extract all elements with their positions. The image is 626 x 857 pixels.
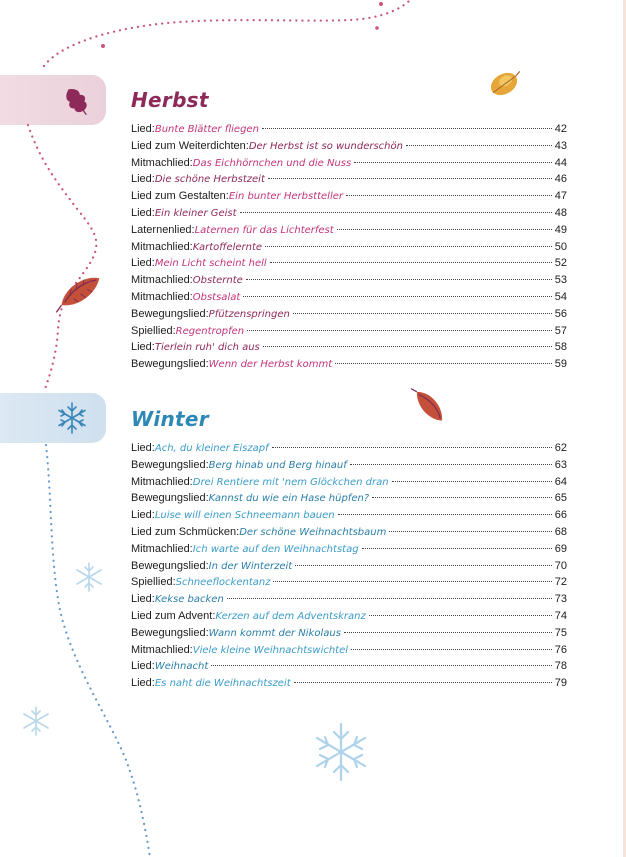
toc-entry-label: Spiellied: — [131, 324, 176, 337]
toc-entry[interactable] — [131, 591, 567, 608]
toc-entry-title: Luise will einen Schneemann bauen — [154, 510, 335, 522]
toc-entry[interactable] — [131, 171, 567, 188]
toc-entry[interactable] — [131, 289, 567, 306]
toc-entry[interactable] — [131, 457, 567, 474]
toc-leader-dots — [243, 296, 551, 297]
winter-section-tab — [0, 393, 106, 443]
toc-entry[interactable] — [131, 574, 567, 591]
toc-entry-title: Regentropfen — [175, 325, 245, 337]
toc-leader-dots — [273, 581, 551, 582]
toc-entry-title: Der schöne Weihnachtsbaum — [239, 526, 387, 538]
toc-entry-page: 57 — [554, 324, 567, 337]
toc-entry-title: Schneeflockentanz — [175, 577, 271, 589]
toc-leader-dots — [392, 481, 552, 482]
toc-entry[interactable] — [131, 155, 567, 172]
toc-entry-label: Mitmachlied: — [131, 643, 193, 656]
toc-entry-label: Lied: — [131, 341, 155, 354]
toc-entry-title: Tierlein ruh' dich aus — [154, 342, 260, 354]
toc-entry-page: 76 — [554, 643, 567, 656]
toc-entry-title: Berg hinab und Berg hinauf — [208, 459, 347, 471]
toc-entry-page: 75 — [554, 626, 567, 639]
toc-entry-title: Wenn der Herbst kommt — [208, 359, 333, 371]
toc-entry[interactable] — [131, 205, 567, 222]
toc-entry-page: 73 — [554, 593, 567, 606]
toc-entry[interactable] — [131, 524, 567, 541]
toc-leader-dots — [270, 262, 552, 263]
toc-entry-page: 47 — [554, 190, 567, 203]
toc-entry-label: Lied: — [131, 173, 155, 186]
toc-entry-title: Die schöne Herbstzeit — [154, 174, 265, 186]
toc-entry-label: Bewegungslied: — [131, 492, 209, 505]
toc-leader-dots — [369, 615, 552, 616]
toc-leader-dots — [351, 649, 552, 650]
toc-entry-page: 79 — [554, 677, 567, 690]
toc-entry-page: 74 — [554, 609, 567, 622]
herbst-section-tab — [0, 75, 106, 125]
dot-accent — [375, 26, 379, 30]
toc-entry-page: 62 — [554, 442, 567, 454]
toc-entry-label: Lied: — [131, 442, 155, 454]
toc-entry-label: Mitmachlied: — [131, 156, 193, 169]
toc-entry-title: Ach, du kleiner Eiszapf — [154, 443, 269, 454]
toc-leader-dots — [272, 447, 552, 448]
toc-entry-page: 72 — [554, 576, 567, 589]
toc-entry[interactable] — [131, 323, 567, 340]
toc-leader-dots — [268, 178, 552, 179]
toc-entry[interactable] — [131, 188, 567, 205]
toc-leader-dots — [406, 145, 552, 146]
toc-entry-page: 50 — [554, 240, 567, 253]
toc-entry-title: Kartoffelernte — [192, 241, 263, 253]
toc-entry-title: Kerzen auf dem Adventskranz — [215, 610, 366, 622]
dot-accent — [379, 2, 383, 6]
dot-accent — [101, 44, 105, 48]
toc-entry[interactable] — [131, 558, 567, 575]
toc-entry-label: Lied: — [131, 660, 155, 673]
toc-entry[interactable] — [131, 121, 567, 138]
toc-entry-label: Lied zum Advent: — [131, 609, 216, 622]
toc-entry-label: Mitmachlied: — [131, 290, 193, 303]
toc-leader-dots — [389, 531, 551, 532]
toc-entry[interactable] — [131, 642, 567, 659]
toc-leader-dots — [247, 330, 552, 331]
toc-entry-page: 48 — [554, 206, 567, 219]
toc-entry[interactable] — [131, 272, 567, 289]
toc-entry[interactable] — [131, 239, 567, 256]
feather-leaf-icon — [49, 273, 105, 314]
toc-entry-page: 53 — [554, 274, 567, 287]
toc-leader-dots — [346, 195, 552, 196]
toc-entry-title: Obstsalat — [192, 291, 241, 303]
toc-entry-label: Bewegungslied: — [131, 458, 209, 471]
toc-entry-title: Bunte Blätter fliegen — [154, 124, 259, 135]
winter-toc — [131, 440, 567, 692]
toc-entry-label: Lied zum Schmücken: — [131, 525, 240, 538]
toc-leader-dots — [337, 229, 552, 230]
toc-entry[interactable] — [131, 255, 567, 272]
dotted-swirl-top — [44, 0, 410, 66]
toc-entry-label: Mitmachlied: — [131, 542, 193, 555]
snowflake-icon — [77, 563, 101, 591]
toc-leader-dots — [295, 565, 552, 566]
toc-entry-page: 42 — [554, 123, 567, 135]
toc-leader-dots — [350, 464, 552, 465]
toc-entry[interactable] — [131, 440, 567, 457]
toc-entry-page: 59 — [554, 358, 567, 371]
toc-leader-dots — [344, 632, 552, 633]
toc-entry-title: Pfützenspringen — [208, 308, 290, 320]
toc-entry-label: Lied: — [131, 257, 155, 270]
toc-entry[interactable] — [131, 608, 567, 625]
toc-leader-dots — [227, 598, 552, 599]
toc-entry-label: Lied: — [131, 677, 155, 690]
toc-leader-dots — [263, 346, 552, 347]
feather-leaf-icon — [409, 381, 447, 426]
toc-entry-page: 44 — [554, 156, 567, 169]
toc-entry-title: Obsternte — [192, 275, 243, 287]
toc-entry-title: Ein bunter Herbstteller — [228, 191, 343, 203]
toc-entry-title: Wann kommt der Nikolaus — [208, 627, 341, 639]
toc-entry[interactable] — [131, 306, 567, 323]
toc-entry[interactable] — [131, 339, 567, 356]
toc-entry-title: Das Eichhörnchen und die Nuss — [192, 157, 352, 169]
toc-entry-label: Bewegungslied: — [131, 559, 209, 572]
toc-entry-title: Weihnacht — [154, 661, 209, 673]
herbst-toc — [131, 121, 567, 373]
snowflake-icon — [317, 724, 365, 780]
toc-entry-title: Ein kleiner Geist — [154, 207, 237, 219]
toc-entry-title: Ich warte auf den Weihnachtstag — [192, 543, 359, 555]
toc-entry-page: 78 — [554, 660, 567, 673]
toc-entry-label: Spiellied: — [131, 576, 176, 589]
toc-entry-label: Lied: — [131, 206, 155, 219]
toc-entry-title: In der Winterzeit — [208, 560, 293, 572]
toc-entry-title: Es naht die Weihnachtszeit — [154, 678, 291, 690]
toc-leader-dots — [262, 128, 552, 129]
toc-leader-dots — [293, 313, 552, 314]
toc-entry-page: 69 — [554, 542, 567, 555]
winter-heading: Winter — [131, 407, 209, 431]
toc-entry-page: 43 — [554, 139, 567, 152]
toc-entry-label: Bewegungslied: — [131, 626, 209, 639]
toc-leader-dots — [265, 246, 552, 247]
toc-entry-title: Drei Rentiere mit 'nem Glöckchen dran — [192, 476, 389, 488]
toc-leader-dots — [240, 212, 552, 213]
toc-leader-dots — [335, 363, 552, 364]
toc-entry-page: 56 — [554, 307, 567, 320]
toc-leader-dots — [294, 682, 552, 683]
toc-entry-label: Lied: — [131, 123, 155, 135]
snowflake-icon — [24, 707, 48, 735]
toc-entry[interactable] — [131, 138, 567, 155]
dotted-line-herbst — [28, 125, 96, 392]
toc-entry[interactable] — [131, 675, 567, 692]
toc-entry-label: Laternenlied: — [131, 223, 195, 236]
toc-entry[interactable] — [131, 507, 567, 524]
toc-entry-label: Lied: — [131, 593, 155, 606]
toc-entry-page: 58 — [554, 341, 567, 354]
toc-entry-title: Viele kleine Weihnachtswichtel — [192, 644, 349, 656]
toc-leader-dots — [354, 162, 552, 163]
toc-entry-label: Lied zum Gestalten: — [131, 190, 229, 203]
toc-entry-page: 49 — [554, 223, 567, 236]
toc-entry-label: Mitmachlied: — [131, 475, 193, 488]
toc-entry-title: Mein Licht scheint hell — [154, 258, 267, 270]
toc-entry-label: Bewegungslied: — [131, 358, 209, 371]
toc-leader-dots — [211, 665, 552, 666]
toc-entry-page: 64 — [554, 475, 567, 488]
toc-entry-page: 70 — [554, 559, 567, 572]
toc-leader-dots — [372, 497, 552, 498]
toc-entry-page: 68 — [554, 525, 567, 538]
toc-entry-label: Mitmachlied: — [131, 240, 193, 253]
toc-entry[interactable] — [131, 222, 567, 239]
toc-leader-dots — [362, 548, 552, 549]
toc-entry-label: Lied: — [131, 509, 155, 522]
toc-entry-label: Mitmachlied: — [131, 274, 193, 287]
toc-entry[interactable] — [131, 625, 567, 642]
toc-entry-title: Kekse backen — [154, 594, 224, 606]
toc-entry[interactable] — [131, 541, 567, 558]
toc-entry-page: 66 — [554, 509, 567, 522]
toc-entry-label: Bewegungslied: — [131, 307, 209, 320]
toc-entry[interactable] — [131, 356, 567, 373]
toc-entry-page: 52 — [554, 257, 567, 270]
autumn-leaf-icon — [487, 65, 526, 99]
toc-entry-page: 54 — [554, 290, 567, 303]
toc-entry-page: 65 — [554, 492, 567, 505]
toc-entry-title: Der Herbst ist so wunderschön — [248, 140, 403, 152]
toc-entry-label: Lied zum Weiterdichten: — [131, 139, 249, 152]
toc-leader-dots — [246, 279, 552, 280]
toc-entry-page: 63 — [554, 458, 567, 471]
toc-entry[interactable] — [131, 490, 567, 507]
toc-leader-dots — [338, 514, 552, 515]
toc-entry-page: 46 — [554, 173, 567, 186]
toc-entry[interactable] — [131, 474, 567, 491]
toc-entry-title: Kannst du wie ein Hase hüpfen? — [208, 493, 370, 505]
herbst-heading: Herbst — [131, 88, 209, 112]
toc-entry[interactable] — [131, 658, 567, 675]
toc-entry-title: Laternen für das Lichterfest — [194, 224, 334, 236]
